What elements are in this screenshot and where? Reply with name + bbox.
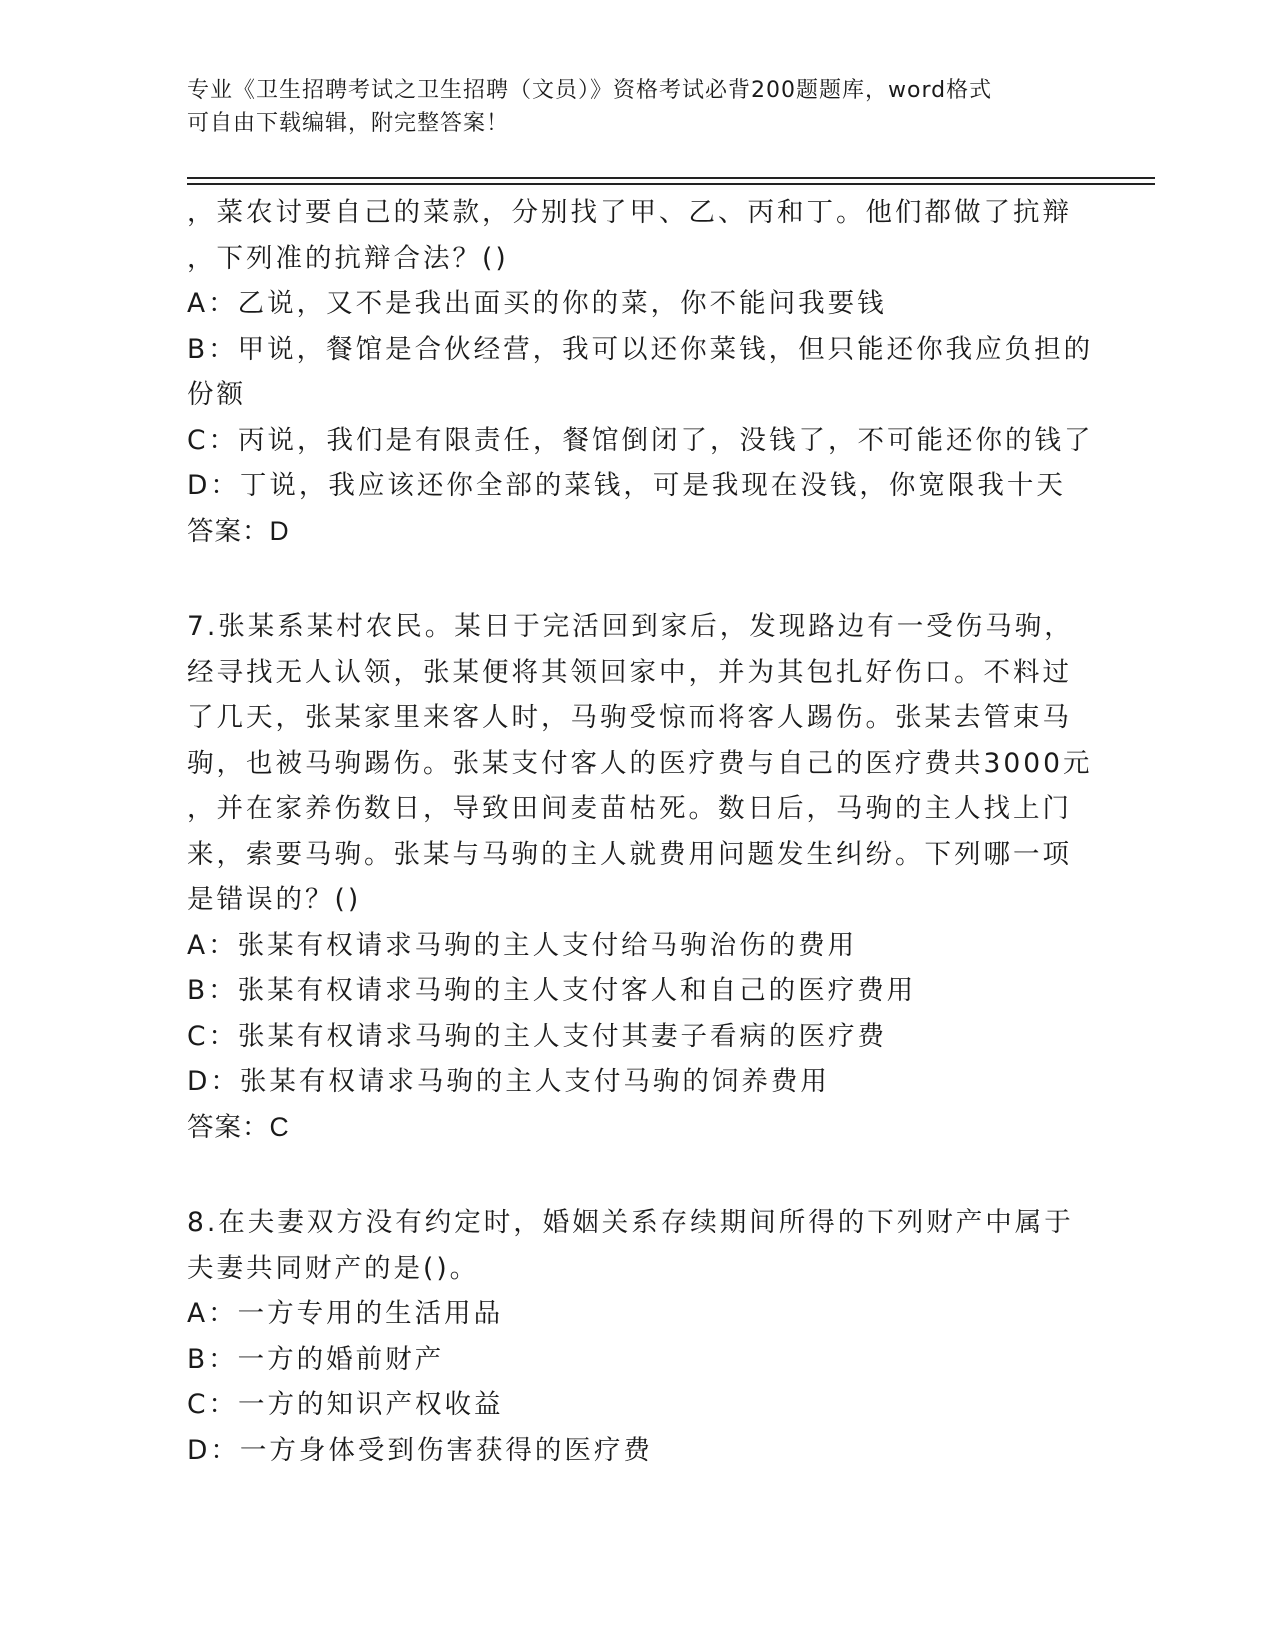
question-8-stem-line: 夫妻共同财产的是()。 [187, 1252, 480, 1284]
question-7-stem-line: 经寻找无人认领，张某便将其领回家中，并为其包扎好伤口。不料过 [187, 656, 1072, 688]
question-6-option-a: A：乙说，又不是我出面买的你的菜，你不能问我要钱 [187, 288, 887, 319]
question-7 [187, 604, 1093, 1150]
header-rule-top [187, 177, 1155, 179]
question-6-answer: 答案：D [187, 515, 290, 546]
question-8-option-b: B：一方的婚前财产 [187, 1343, 445, 1375]
question-6-option-b-cont: 份额 [187, 379, 246, 410]
question-6-stem-line: ，菜农讨要自己的菜款，分别找了甲、乙、丙和丁。他们都做了抗辩 [187, 197, 1072, 228]
question-gap [187, 1150, 1087, 1200]
question-gap [187, 554, 1087, 604]
header-rule-bottom [187, 183, 1155, 185]
header-line-1: 专业《卫生招聘考试之卫生招聘（文员）》资格考试必背200题题库，word格式 [187, 78, 993, 103]
question-6-option-c: C：丙说，我们是有限责任，餐馆倒闭了，没钱了，不可能还你的钱了 [187, 424, 1094, 456]
question-8-option-d: D：一方身体受到伤害获得的医疗费 [187, 1434, 653, 1466]
question-6 [187, 190, 1094, 554]
question-6-option-b: B：甲说，餐馆是合伙经营，我可以还你菜钱，但只能还你我应负担的 [187, 333, 1094, 365]
question-7-stem-line: ，并在家养伤数日，导致田间麦苗枯死。数日后，马驹的主人找上门 [187, 793, 1072, 824]
question-6-stem-line: ，下列准的抗辩合法？() [187, 242, 509, 274]
question-7-stem-line: 驹，也被马驹踢伤。张某支付客人的医疗费与自己的医疗费共3000元 [187, 747, 1093, 779]
question-7-option-b: B：张某有权请求马驹的主人支付客人和自己的医疗费用 [187, 975, 917, 1006]
document-header [187, 74, 1087, 140]
question-8-stem-line: 8.在夫妻双方没有约定时，婚姻关系存续期间所得的下列财产中属于 [187, 1207, 1074, 1238]
question-8-option-c: C：一方的知识产权收益 [187, 1389, 504, 1420]
question-7-option-a: A：张某有权请求马驹的主人支付给马驹治伤的费用 [187, 929, 858, 961]
question-7-stem-line: 7.张某系某村农民。某日于完活回到家后，发现路边有一受伤马驹， [187, 611, 1074, 642]
question-7-stem-line: 是错误的？() [187, 884, 362, 915]
question-6-option-d: D：丁说，我应该还你全部的菜钱，可是我现在没钱，你宽限我十天 [187, 470, 1066, 501]
question-7-stem-line: 了几天，张某家里来客人时，马驹受惊而将客人踢伤。张某去管束马 [187, 702, 1072, 733]
question-8 [187, 1200, 1087, 1473]
document-body [187, 190, 1094, 1473]
header-line-2: 可自由下载编辑，附完整答案！ [187, 111, 510, 136]
question-7-option-c: C：张某有权请求马驹的主人支付其妻子看病的医疗费 [187, 1020, 888, 1052]
question-7-stem-line: 来，索要马驹。张某与马驹的主人就费用问题发生纠纷。下列哪一项 [187, 838, 1072, 870]
question-8-option-a: A：一方专用的生活用品 [187, 1298, 504, 1329]
question-7-option-d: D：张某有权请求马驹的主人支付马驹的饲养费用 [187, 1066, 830, 1097]
question-7-answer: 答案：C [187, 1111, 290, 1142]
